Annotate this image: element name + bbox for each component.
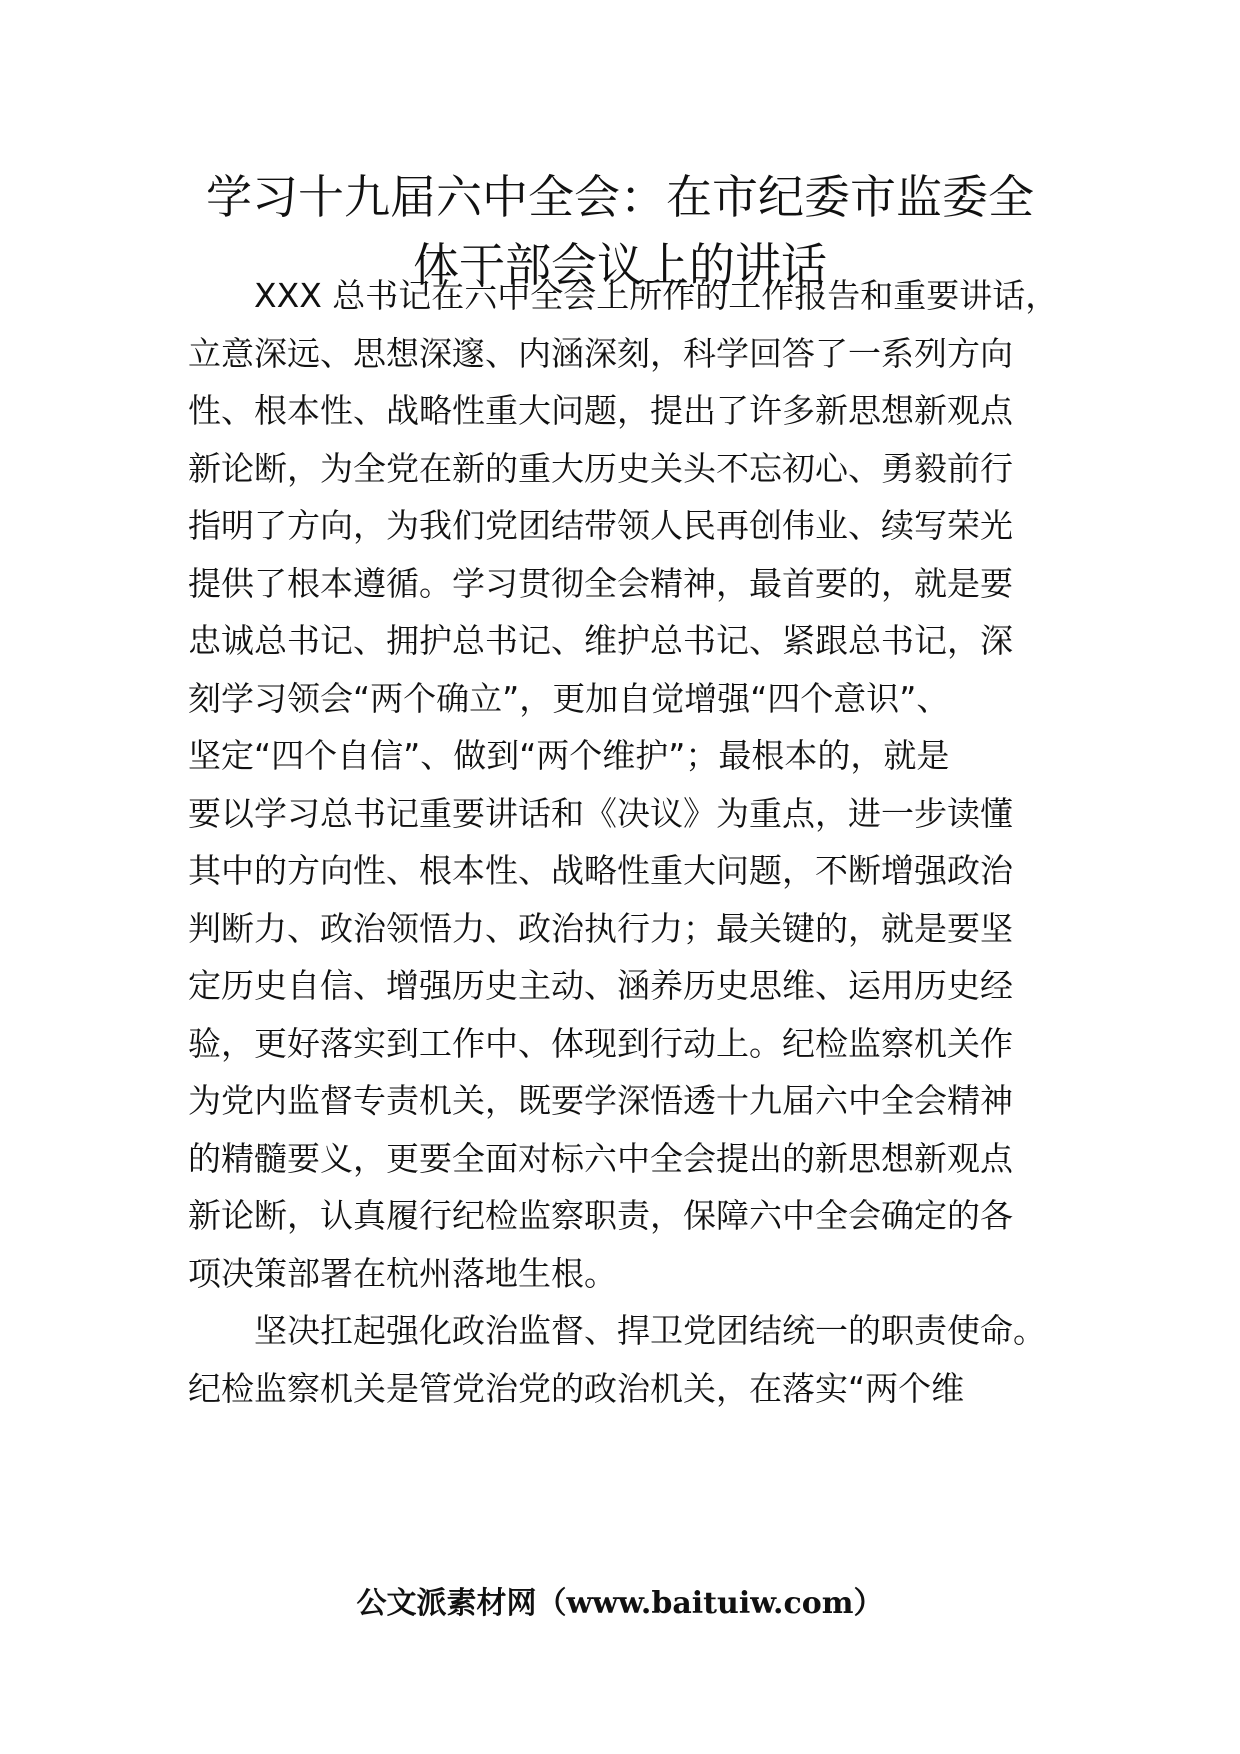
body-line: 项决策部署在杭州落地生根。: [188, 1254, 617, 1293]
document-title-line-2: 体干部会议上的讲话: [413, 238, 827, 292]
body-line: 立意深远、思想深邃、内涵深刻，科学回答了一系列方向: [188, 334, 1013, 373]
body-line: 刻学习领会“两个确立”，更加自觉增强“四个意识”、: [188, 679, 950, 718]
body-line: 为党内监督专责机关，既要学深悟透十九届六中全会精神: [188, 1081, 1013, 1120]
page-footer-watermark: 公文派素材网（www.baituiw.com）: [356, 1586, 884, 1621]
body-line: 验，更好落实到工作中、体现到行动上。纪检监察机关作: [188, 1024, 1013, 1063]
body-line: 坚定“四个自信”、做到“两个维护”；最根本的，就是: [188, 736, 950, 775]
body-line: 坚决扛起强化政治监督、捍卫党团结统一的职责使命。: [254, 1311, 1046, 1350]
body-line: 判断力、政治领悟力、政治执行力；最关键的，就是要坚: [188, 909, 1013, 948]
body-line: 定历史自信、增强历史主动、涵养历史思维、运用历史经: [188, 966, 1013, 1005]
body-line: XXX 总书记在六中全会上所作的工作报告和重要讲话，: [254, 276, 1059, 315]
body-line: 指明了方向，为我们党团结带领人民再创伟业、续写荣光: [188, 506, 1013, 545]
body-line: 性、根本性、战略性重大问题，提出了许多新思想新观点: [188, 391, 1013, 430]
body-line: 其中的方向性、根本性、战略性重大问题，不断增强政治: [188, 851, 1013, 890]
body-line: 新论断，认真履行纪检监察职责，保障六中全会确定的各: [188, 1196, 1013, 1235]
body-line: 的精髓要义，更要全面对标六中全会提出的新思想新观点: [188, 1139, 1013, 1178]
body-line: 纪检监察机关是管党治党的政治机关，在落实“两个维: [188, 1369, 965, 1408]
body-line: 要以学习总书记重要讲话和《决议》为重点，进一步读懂: [188, 794, 1013, 833]
body-line: 新论断，为全党在新的重大历史关头不忘初心、勇毅前行: [188, 449, 1013, 488]
body-line: 忠诚总书记、拥护总书记、维护总书记、紧跟总书记，深: [188, 621, 1013, 660]
body-line: 提供了根本遵循。学习贯彻全会精神，最首要的，就是要: [188, 564, 1013, 603]
document-title-line-1: 学习十九届六中全会：在市纪委市监委全: [206, 170, 1034, 224]
